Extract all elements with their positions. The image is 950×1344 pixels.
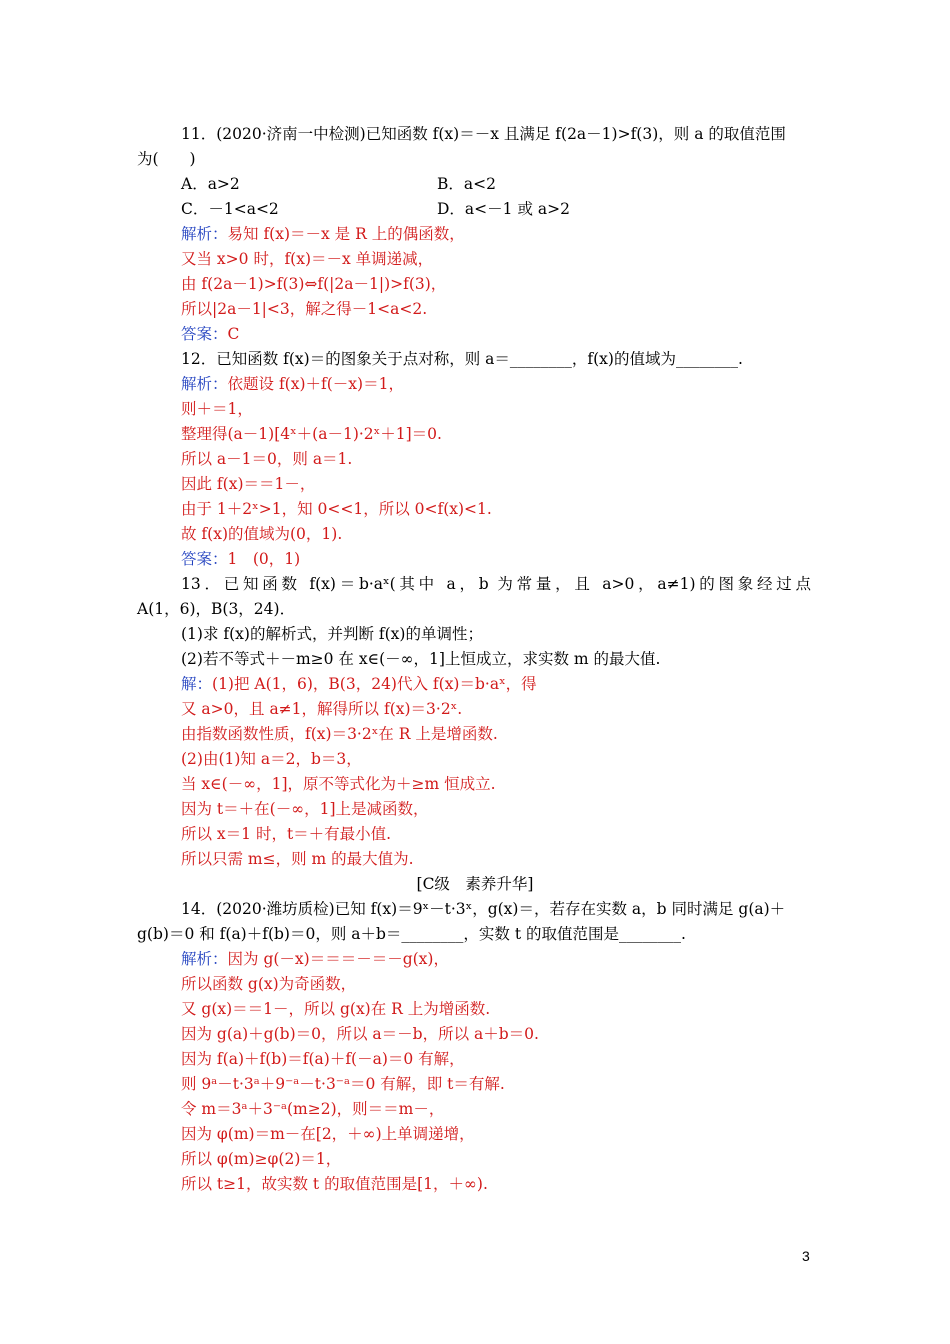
q13-solution-line3: 由指数函数性质，f(x)＝3·2ˣ在 R 上是增函数. xyxy=(181,725,498,743)
q13-part1: (1)求 f(x)的解析式，并判断 f(x)的单调性； xyxy=(181,625,483,643)
solution-label: 解： xyxy=(181,675,213,693)
q14-solution-line8: 因为 φ(m)＝m－在[2，＋∞)上单调递增， xyxy=(181,1125,475,1143)
solution-text: (1)把 A(1，6)，B(3，24)代入 f(x)＝b·aˣ，得 xyxy=(212,675,537,693)
q14-stem-line1: 14．(2020·潍坊质检)已知 f(x)＝9ˣ－t·3ˣ，g(x)＝，若存在实数 a，b 同时满足 g(a)＋ xyxy=(181,900,786,918)
answer-label: 答案： xyxy=(181,550,228,568)
q11-answer xyxy=(181,324,239,344)
q11-solution-line3: 由 f(2a－1)>f(3)⇔f(|2a－1|)>f(3)， xyxy=(181,275,447,293)
q11-stem-line1: 11．(2020·济南一中检测)已知函数 f(x)＝－x 且满足 f(2a－1)>f(3)，则 a 的取值范围 xyxy=(181,125,786,143)
q11-solution-line2: 又当 x>0 时，f(x)＝－x 单调递减， xyxy=(181,250,434,268)
q13-solution-line7: 所以 x＝1 时，t＝＋有最小值. xyxy=(181,825,392,843)
q13-part2: (2)若不等式＋－m≥0 在 x∈(－∞，1]上恒成立，求实数 m 的最大值. xyxy=(181,650,661,668)
q12-solution-line2: 则＋＝1， xyxy=(181,400,253,418)
q13-stem-line1: 13．已知函数 f(x)＝b·aˣ(其中 a，b 为常量，且 a>0，a≠1)的图象经过点 xyxy=(181,575,811,593)
q13-solution-line8: 所以只需 m≤，则 m 的最大值为. xyxy=(181,850,414,868)
q12-stem: 12．已知函数 f(x)＝的图象关于点对称，则 a＝________，f(x)的值域为________. xyxy=(181,350,743,368)
q11-option-c: C．－1<a<2 xyxy=(181,200,279,218)
answer-text: C xyxy=(227,325,240,343)
solution-text: 依题设 f(x)＋f(－x)＝1， xyxy=(227,375,404,393)
q11-stem-line2: 为( ) xyxy=(137,150,196,168)
q13-solution-line2: 又 a>0，且 a≠1，解得所以 f(x)＝3·2ˣ. xyxy=(181,700,463,718)
q12-solution-line6: 由于 1＋2ˣ>1，知 0<<1，所以 0<f(x)<1. xyxy=(181,500,492,518)
section-c-heading: [C级 素养升华] xyxy=(416,875,534,893)
q13-stem-line2: A(1，6)，B(3，24)． xyxy=(137,600,296,618)
q12-solution-line7: 故 f(x)的值域为(0，1). xyxy=(181,525,343,543)
page-number: 3 xyxy=(802,1248,810,1264)
q14-solution-line2: 所以函数 g(x)为奇函数， xyxy=(181,975,357,993)
q14-solution-line6: 则 9ᵃ－t·3ᵃ＋9⁻ᵃ－t·3⁻ᵃ＝0 有解，即 t＝有解. xyxy=(181,1075,505,1093)
q13-solution-line5: 当 x∈(－∞，1]，原不等式化为＋≥m 恒成立. xyxy=(181,775,496,793)
answer-label: 答案： xyxy=(181,325,228,343)
solution-text: 因为 g(－x)＝＝＝－＝－g(x)， xyxy=(227,950,449,968)
q12-solution-line3: 整理得(a－1)[4ˣ＋(a－1)·2ˣ＋1]＝0. xyxy=(181,425,442,443)
q14-solution-line3: 又 g(x)＝＝1－，所以 g(x)在 R 上为增函数. xyxy=(181,1000,491,1018)
q11-option-a: A．a>2 xyxy=(181,175,240,193)
solution-label: 解析： xyxy=(181,225,228,243)
q14-solution-line7: 令 m＝3ᵃ＋3⁻ᵃ(m≥2)，则＝＝m－， xyxy=(181,1100,445,1118)
q11-solution-line4: 所以|2a－1|<3，解之得－1<a<2. xyxy=(181,300,428,318)
q11-option-b: B．a<2 xyxy=(437,175,496,193)
q11-solution-line1 xyxy=(181,224,465,244)
answer-text: 1 (0，1) xyxy=(227,550,301,568)
q13-solution-line6: 因为 t＝＋在(－∞，1]上是减函数， xyxy=(181,800,429,818)
solution-text: 易知 f(x)＝－x 是 R 上的偶函数， xyxy=(227,225,465,243)
q13-solution-line1 xyxy=(181,674,537,694)
q12-answer xyxy=(181,549,300,569)
q14-stem-line2: g(b)＝0 和 f(a)＋f(b)＝0，则 a＋b＝________，实数 t 的取值范围是________. xyxy=(137,925,686,943)
q12-solution-line4: 所以 a－1＝0，则 a＝1. xyxy=(181,450,353,468)
q14-solution-line5: 因为 f(a)＋f(b)＝f(a)＋f(－a)＝0 有解， xyxy=(181,1050,465,1068)
q14-solution-line1 xyxy=(181,949,449,969)
q14-solution-line10: 所以 t≥1，故实数 t 的取值范围是[1，＋∞). xyxy=(181,1175,488,1193)
q12-solution-line5: 因此 f(x)＝＝1－， xyxy=(181,475,316,493)
q12-solution-line1 xyxy=(181,374,404,394)
q14-solution-line4: 因为 g(a)＋g(b)＝0，所以 a＝－b，所以 a＋b＝0. xyxy=(181,1025,539,1043)
solution-label: 解析： xyxy=(181,950,228,968)
q14-solution-line9: 所以 φ(m)≥φ(2)＝1， xyxy=(181,1150,342,1168)
q13-solution-line4: (2)由(1)知 a＝2，b＝3， xyxy=(181,750,362,768)
solution-label: 解析： xyxy=(181,375,228,393)
q11-option-d: D．a<－1 或 a>2 xyxy=(437,200,570,218)
